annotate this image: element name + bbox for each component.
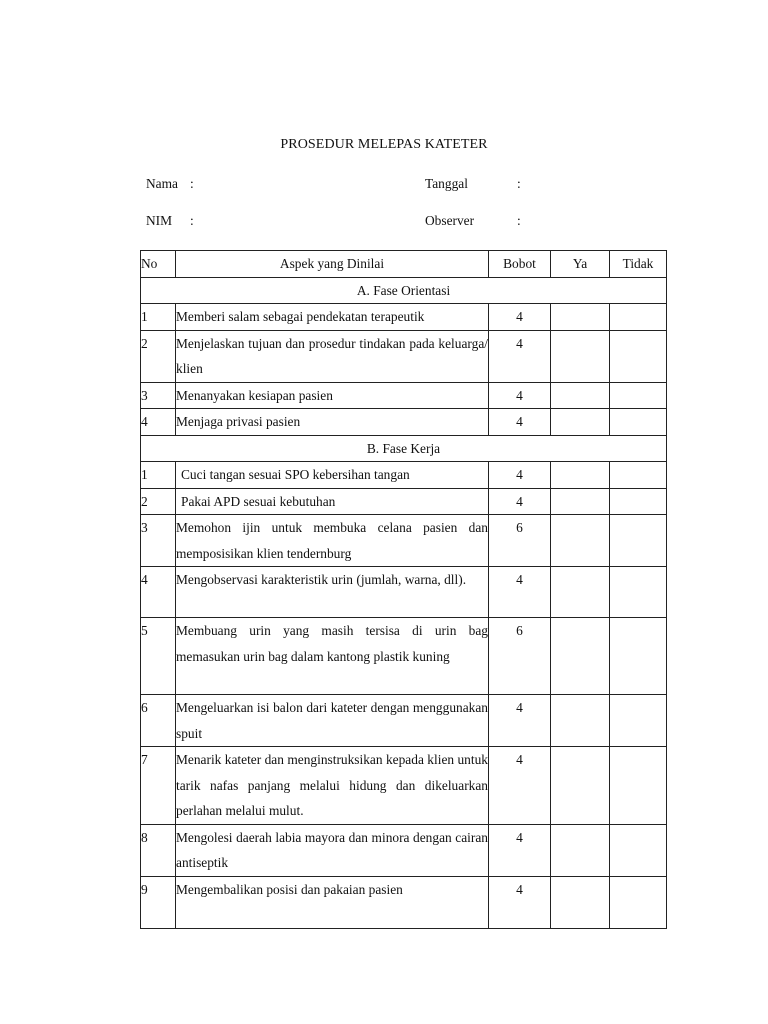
row-bobot: 4 [489,409,551,436]
row-ya-cell[interactable] [551,515,610,567]
row-tidak-cell[interactable] [610,382,667,409]
row-ya-cell[interactable] [551,567,610,618]
column-header-aspek: Aspek yang Dinilai [176,251,489,278]
table-row [141,409,667,436]
row-tidak-cell[interactable] [610,618,667,695]
row-tidak-cell[interactable] [610,488,667,515]
observer-colon: : [517,213,521,228]
row-ya-cell[interactable] [551,747,610,825]
section-row-kerja [141,435,667,462]
table-row [141,330,667,382]
row-number: 2 [141,488,176,515]
row-tidak-cell[interactable] [610,695,667,747]
row-bobot: 4 [489,695,551,747]
row-bobot: 6 [489,515,551,567]
row-aspek: Mengolesi daerah labia mayora dan minora dengan cairan antiseptik [176,824,489,876]
row-number: 3 [141,382,176,409]
row-aspek: Memberi salam sebagai pendekatan terapeutik [176,304,489,331]
table-row [141,876,667,928]
table-row [141,488,667,515]
row-number: 4 [141,567,176,618]
column-header-no: No [141,251,176,278]
row-bobot: 4 [489,876,551,928]
table-row [141,462,667,489]
row-aspek: Cuci tangan sesuai SPO kebersihan tangan [176,462,489,489]
row-ya-cell[interactable] [551,876,610,928]
row-tidak-cell[interactable] [610,409,667,436]
row-ya-cell[interactable] [551,618,610,695]
row-tidak-cell[interactable] [610,876,667,928]
row-number: 3 [141,515,176,567]
row-ya-cell[interactable] [551,488,610,515]
document-title: PROSEDUR MELEPAS KATETER [280,137,488,152]
table-row [141,567,667,618]
table-row [141,304,667,331]
table-row [141,747,667,825]
row-ya-cell[interactable] [551,462,610,489]
row-tidak-cell[interactable] [610,330,667,382]
row-tidak-cell[interactable] [610,747,667,825]
row-aspek: Mengeluarkan isi balon dari kateter dengan menggunakan spuit [176,695,489,747]
row-aspek: Menanyakan kesiapan pasien [176,382,489,409]
row-bobot: 4 [489,824,551,876]
row-tidak-cell[interactable] [610,462,667,489]
row-bobot: 4 [489,304,551,331]
row-aspek: Membuang urin yang masih tersisa di urin bag memasukan urin bag dalam kantong plastik kuning [176,618,489,695]
observer-label: Observer [425,213,475,228]
section-row-orientasi [141,277,667,304]
row-number: 9 [141,876,176,928]
table-row [141,515,667,567]
column-header-bobot: Bobot [489,251,551,278]
section-title: A. Fase Orientasi [141,277,667,304]
row-ya-cell[interactable] [551,695,610,747]
nama-label: Nama [146,176,178,191]
row-tidak-cell[interactable] [610,567,667,618]
section-title: B. Fase Kerja [141,435,667,462]
row-ya-cell[interactable] [551,382,610,409]
row-aspek: Menjaga privasi pasien [176,409,489,436]
row-tidak-cell[interactable] [610,824,667,876]
row-bobot: 6 [489,618,551,695]
column-header-ya: Ya [551,251,610,278]
row-number: 1 [141,304,176,331]
column-header-tidak: Tidak [610,251,667,278]
row-bobot: 4 [489,567,551,618]
table-row [141,695,667,747]
row-number: 4 [141,409,176,436]
row-ya-cell[interactable] [551,409,610,436]
tanggal-label: Tanggal [425,176,468,191]
row-number: 5 [141,618,176,695]
assessment-table [140,250,667,929]
row-aspek: Menjelaskan tujuan dan prosedur tindakan pada keluarga/ klien [176,330,489,382]
row-number: 2 [141,330,176,382]
nim-colon: : [190,213,194,228]
row-bobot: 4 [489,462,551,489]
row-number: 7 [141,747,176,825]
nama-colon: : [190,176,194,191]
row-bobot: 4 [489,382,551,409]
row-ya-cell[interactable] [551,824,610,876]
row-bobot: 4 [489,747,551,825]
table-row [141,618,667,695]
row-bobot: 4 [489,488,551,515]
row-bobot: 4 [489,330,551,382]
row-aspek: Pakai APD sesuai kebutuhan [176,488,489,515]
row-aspek: Menarik kateter dan menginstruksikan kepada klien untuk tarik nafas panjang melalui hidung dan dikeluarkan perlahan melalui mulut. [176,747,489,825]
row-ya-cell[interactable] [551,304,610,331]
table-header-row [141,251,667,278]
row-tidak-cell[interactable] [610,304,667,331]
tanggal-colon: : [517,176,521,191]
table-row [141,382,667,409]
row-tidak-cell[interactable] [610,515,667,567]
row-aspek: Mengobservasi karakteristik urin (jumlah, warna, dll). [176,567,489,618]
nim-label: NIM [146,213,173,228]
row-number: 8 [141,824,176,876]
row-number: 1 [141,462,176,489]
row-aspek: Mengembalikan posisi dan pakaian pasien [176,876,489,928]
row-number: 6 [141,695,176,747]
row-ya-cell[interactable] [551,330,610,382]
table-row [141,824,667,876]
row-aspek: Memohon ijin untuk membuka celana pasien dan memposisikan klien tendernburg [176,515,489,567]
